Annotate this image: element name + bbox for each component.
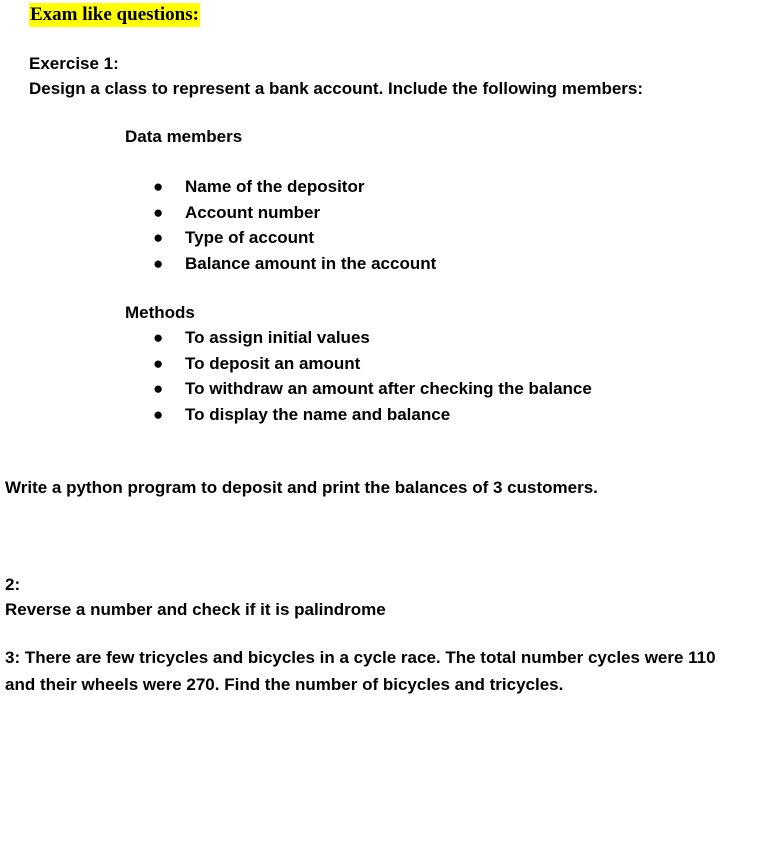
page-heading: Exam like questions: — [30, 4, 199, 25]
exercise-3-line-2: and their wheels were 270. Find the number of bicycles and tricycles. — [5, 675, 564, 694]
exercise-1-description: Design a class to represent a bank account. Include the following members: — [29, 79, 644, 98]
exercise-2-description: Reverse a number and check if it is palindrome — [5, 600, 386, 619]
methods-title: Methods — [125, 303, 195, 322]
data-member-label: Name of the depositor — [185, 177, 365, 196]
exercise-3-line-1: 3: There are few tricycles and bicycles in a cycle race. The total number cycles were 110 — [5, 648, 716, 667]
exercise-1-task: Write a python program to deposit and print the balances of 3 customers. — [5, 478, 598, 497]
method-label: To display the name and balance — [185, 404, 451, 424]
method-label: To assign initial values — [185, 328, 370, 347]
bullet-icon: ● — [153, 404, 164, 424]
bullet-icon: ● — [153, 253, 164, 273]
method-label: To withdraw an amount after checking the balance — [185, 379, 592, 398]
bullet-icon: ● — [153, 228, 164, 247]
bullet-icon: ● — [153, 353, 164, 373]
bullet-icon: ● — [153, 328, 164, 347]
method-label: To deposit an amount — [185, 353, 361, 373]
exercise-2-title: 2: — [5, 575, 21, 594]
bullet-icon: ● — [153, 379, 164, 398]
data-member-label: Type of account — [185, 228, 315, 247]
data-member-label: Account number — [185, 202, 321, 222]
bullet-icon: ● — [153, 177, 164, 196]
data-member-label: Balance amount in the account — [185, 253, 437, 273]
bullet-icon: ● — [153, 202, 164, 222]
exercise-1-title: Exercise 1: — [29, 54, 119, 73]
data-members-title: Data members — [125, 127, 243, 146]
